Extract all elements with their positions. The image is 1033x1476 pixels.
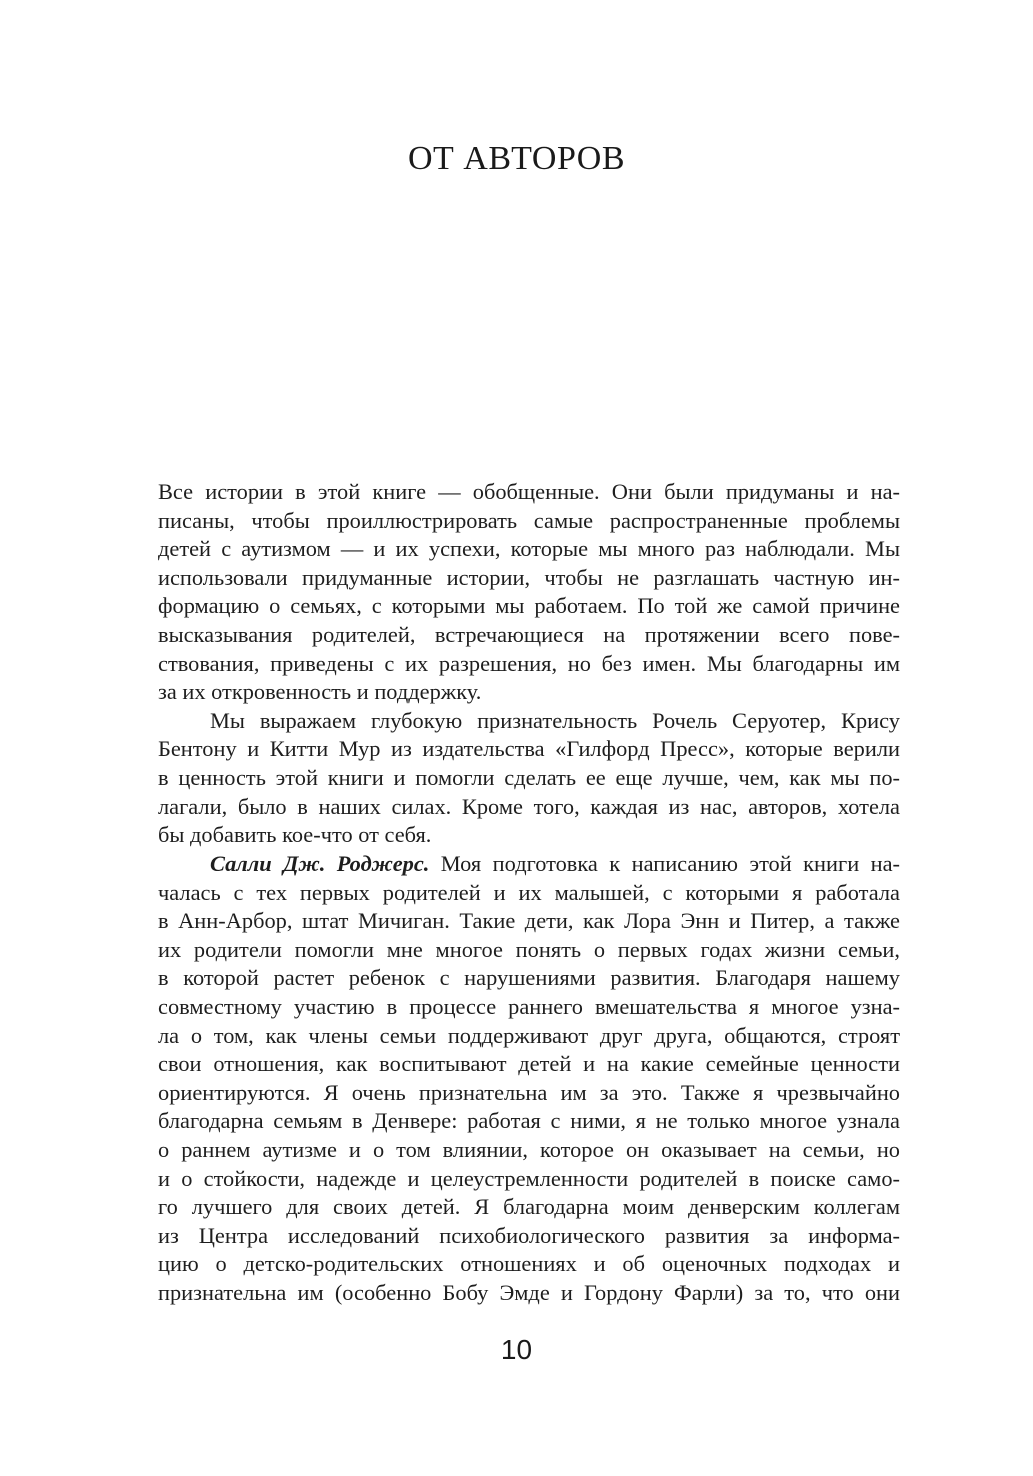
text-line-first [158, 850, 900, 879]
text-line: из Центра исследований психобиологического развития за информа- [158, 1222, 900, 1248]
text-line: Бентону и Китти Мур из издательства «Гилфорд Пресс», которые верили [158, 736, 900, 762]
paragraph-stories-disclaimer [158, 478, 900, 707]
text-line: высказывания родителей, встречающиеся на протяжении всего пове- [158, 621, 900, 647]
text-line: Мы выражаем глубокую признательность Рочель Серуотер, Крису [210, 707, 900, 733]
text-line: совместному участию в процессе раннего вмешательства я многое узна- [158, 993, 900, 1019]
text-line: цию о детско-родительских отношениях и об оценочных подходах и [158, 1251, 900, 1277]
text-fragment: Моя подготовка к написанию этой книги на- [429, 851, 900, 876]
chapter-title: ОТ АВТОРОВ [407, 140, 626, 177]
text-line: чалась с тех первых родителей и их малышей, с которыми я работала [158, 879, 900, 905]
text-line: детей с аутизмом — и их успехи, которые мы много раз наблюдали. Мы [158, 536, 900, 562]
text-line: за их откровенность и поддержку. [158, 679, 482, 705]
text-line: свои отношения, как воспитывают детей и на какие семейные ценности [158, 1051, 900, 1077]
intro-text-block [158, 478, 900, 850]
text-line: использовали придуманные истории, чтобы не разглашать частную ин- [158, 564, 900, 590]
text-line: ла о том, как члены семьи поддерживают друг друга, общаются, строят [158, 1022, 900, 1048]
text-line: лагали, было в наших силах. Кроме того, каждая из нас, авторов, хотела [158, 793, 900, 819]
text-line: признательна им (особенно Бобу Эмде и Гордону Фарли) за то, что они [158, 1279, 900, 1305]
text-line: в которой растет ребенок с нарушениями развития. Благодаря нашему [158, 965, 900, 991]
text-line: и о стойкости, надежде и целеустремленности родителей в поиске само- [158, 1165, 900, 1191]
paragraph-acknowledgements [158, 707, 900, 850]
text-line: писаны, чтобы проиллюстрировать самые распространенные проблемы [158, 507, 900, 533]
author-name: Салли Дж. Роджерс. [210, 851, 430, 876]
author-section-rogers [158, 850, 900, 1308]
text-line: ствования, приведены с их разрешения, но без имен. Мы благодарны им [158, 650, 900, 676]
paragraph-rogers [158, 850, 900, 1308]
text-line: го лучшего для своих детей. Я благодарна моим денверским коллегам [158, 1194, 900, 1220]
text-line: благодарна семьям в Денвере: работая с ними, я не только многое узнала [158, 1108, 900, 1134]
text-line: формацию о семьях, с которыми мы работаем. По той же самой причине [158, 593, 900, 619]
text-line: ориентируются. Я очень признательна им за это. Также я чрезвычайно [158, 1079, 900, 1105]
text-line: их родители помогли мне многое понять о первых годах жизни семьи, [158, 936, 900, 962]
text-line: в ценность этой книги и помогли сделать ее еще лучше, чем, как мы по- [158, 764, 900, 790]
text-line: бы добавить кое-что от себя. [158, 822, 432, 848]
text-line: в Анн-Арбор, штат Мичиган. Такие дети, как Лора Энн и Питер, а также [158, 908, 900, 934]
text-line: о раннем аутизме и о том влиянии, которое он оказывает на семьи, но [158, 1136, 900, 1162]
text-line: Все истории в этой книге — обобщенные. Они были придуманы и на- [158, 479, 900, 504]
page-number: 10 [500, 1334, 533, 1365]
